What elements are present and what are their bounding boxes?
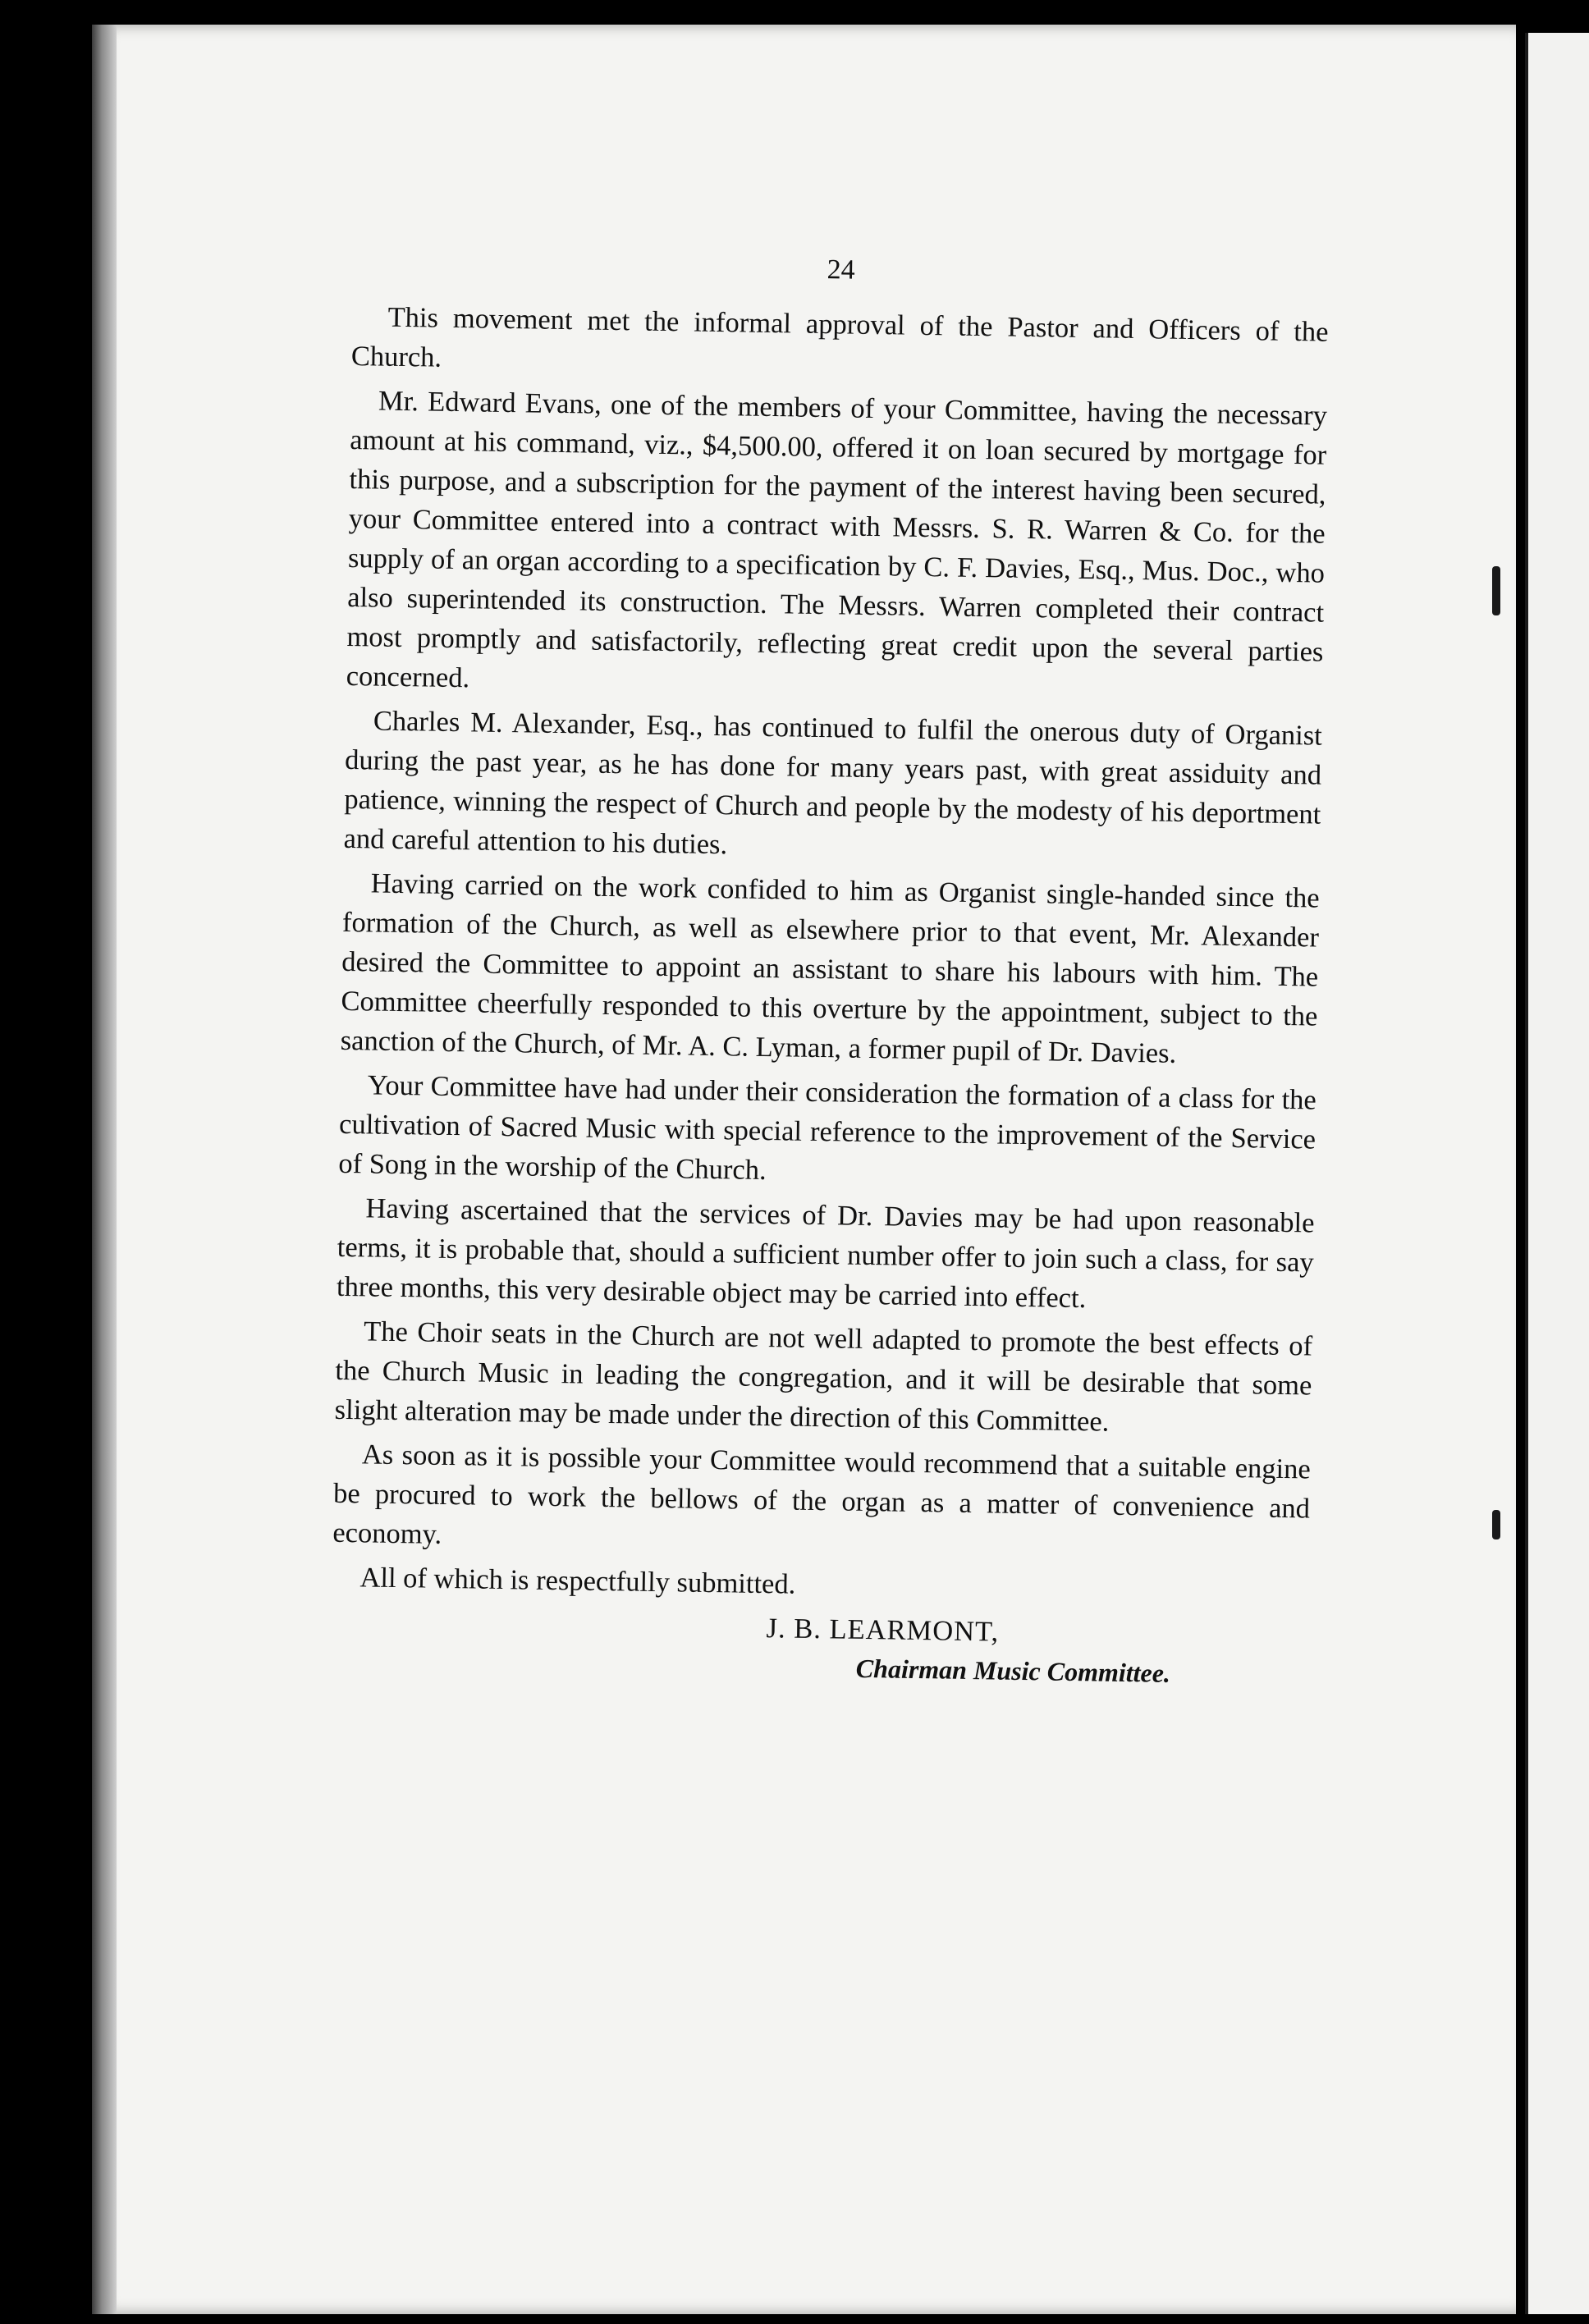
- page-edge-mark: [1492, 1510, 1500, 1539]
- paragraph: The Choir seats in the Church are not well adapted to promote the best effects of the Church Music in leading the congregation, and it will be desirable that some slight alteration may be made under the direction of this Committee.: [334, 1315, 1313, 1438]
- paragraph: Your Committee have had under their consideration the formation of a class for the cultivation of Sacred Music with special reference to the improvement of the Service of Song in the worship of the Church.: [338, 1069, 1317, 1187]
- paragraph: This movement met the informal approval of the Pastor and Officers of the Church.: [350, 301, 1329, 373]
- binding-edge: [92, 25, 117, 2314]
- signature-title: Chairman Music Committee.: [855, 1653, 1171, 1688]
- paragraph: Charles M. Alexander, Esq., has continued to fulfil the onerous duty of Organist during the past year, as he has done for many years past, with great assiduity and patience, winning the respect of Church and people by the modesty of his deportment and careful attention to his duties.: [343, 705, 1323, 861]
- signature-name: J. B. LEARMONT,: [766, 1613, 1000, 1648]
- page-number: 24: [827, 254, 855, 286]
- adjacent-page-edge: [1525, 33, 1589, 2314]
- page-edge-mark: [1492, 566, 1500, 615]
- paragraph: As soon as it is possible your Committee would recommend that a suitable engine be procured to work the bellows of the organ as a matter of convenience and economy.: [332, 1439, 1312, 1550]
- paragraph: Having carried on the work confided to him as Organist single-handed since the formation of the Church, as well as elsewhere prior to that event, Mr. Alexander desired the Committee to appoint an assistant to share his labours with him. The Committee cheerfully responded to this overture by the appointment, subject to the sanction of the Church, of Mr. A. C. Lyman, a former pupil of Dr. Davies.: [340, 867, 1320, 1069]
- page-text: [331, 246, 1330, 1694]
- closing-line: All of which is respectfully submitted.: [359, 1562, 796, 1600]
- paragraph: Having ascertained that the services of Dr. Davies may be had upon reasonable terms, it is probable that, should a sufficient number offer to join such a class, for say three months, this very desirable object may be carried into effect.: [336, 1192, 1315, 1315]
- paragraph: Mr. Edward Evans, one of the members of your Committee, having the necessary amount at his command, viz., $4,500.00, offered it on loan secured by mortgage for this purpose, and a subscription for the payment of the interest having been secured, your Committee entered into a contract with Messrs. S. R. Warren & Co. for the supply of an organ according to a specification by C. F. Davies, Esq., Mus. Doc., who also superintended its construction. The Messrs. Warren completed their contract most promptly and satisfactorily, reflecting great credit upon the several parties concerned.: [346, 385, 1328, 694]
